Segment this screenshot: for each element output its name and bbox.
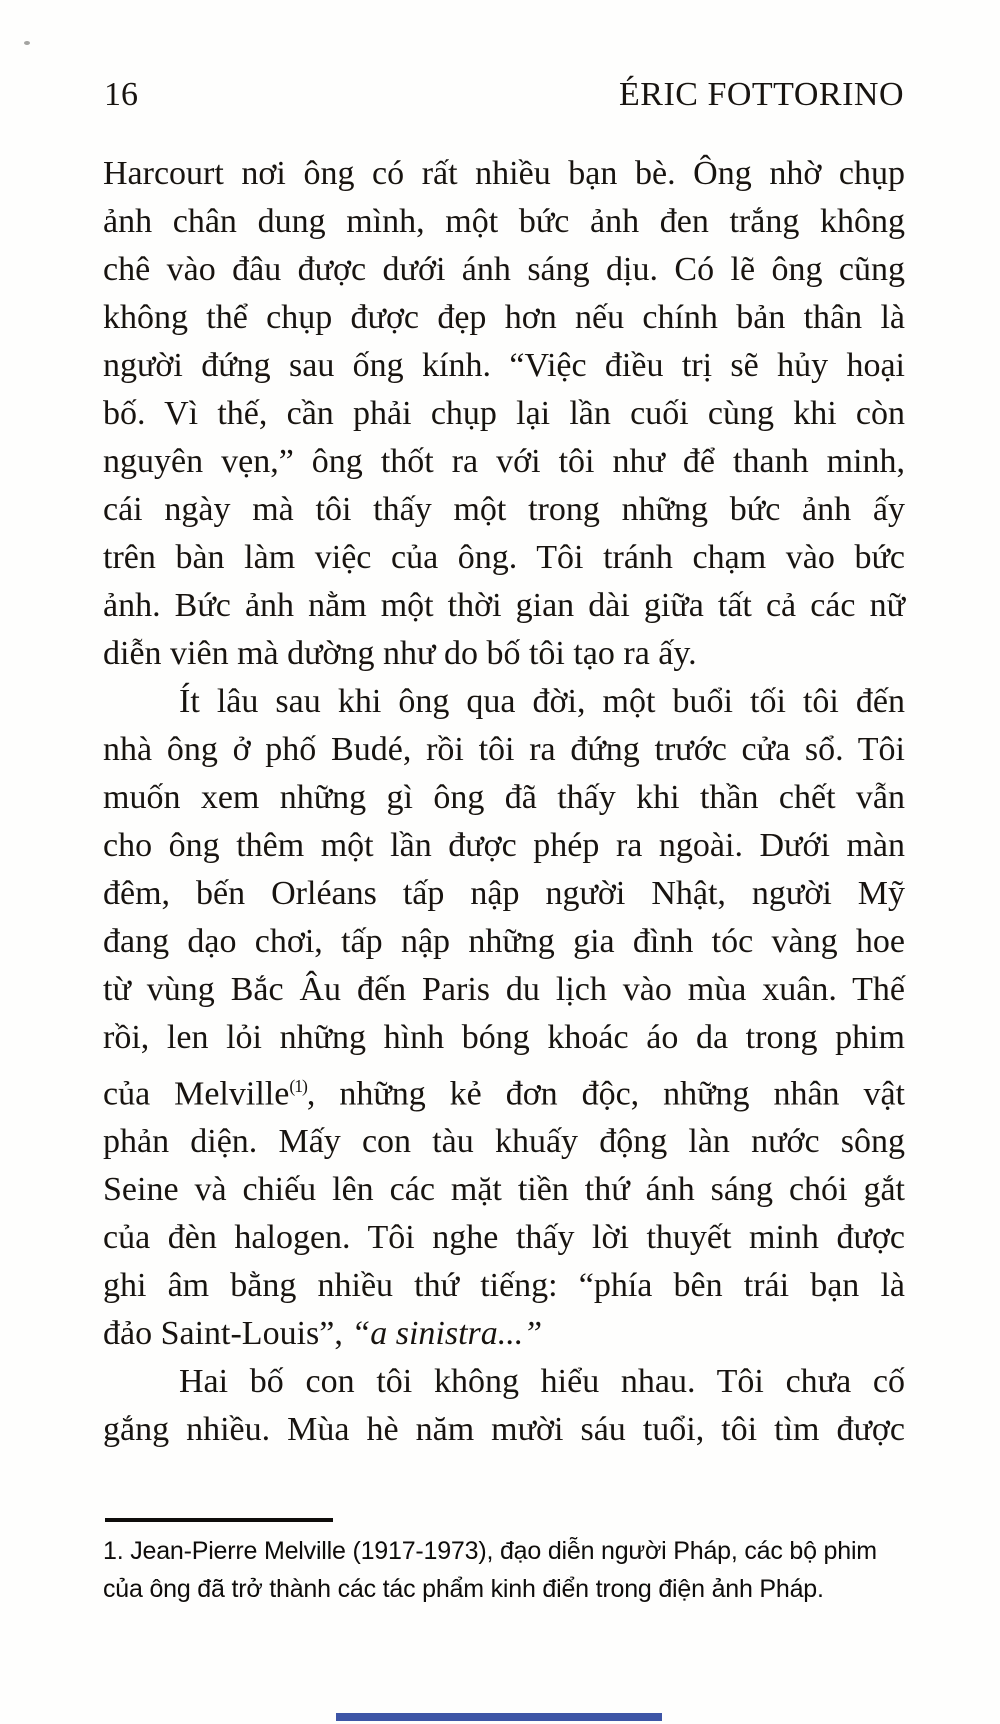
text-line (103, 390, 905, 438)
text-segment: nhà ông ở phố Budé, rồi tôi ra đứng trước cửa sổ. Tôi (103, 731, 905, 768)
text-line (103, 870, 905, 918)
text-segment: không thể chụp được đẹp hơn nếu chính bản thân là (103, 299, 905, 336)
text-line (103, 1406, 905, 1454)
text-line (103, 918, 905, 966)
footnote-line: 1. Jean-Pierre Melville (1917-1973), đạo diễn người Pháp, các bộ phim (103, 1537, 877, 1565)
text-line (103, 294, 905, 342)
text-segment: rồi, len lỏi những hình bóng khoác áo da trong phim (103, 1019, 905, 1056)
text-line (103, 534, 905, 582)
text-segment: nguyên vẹn,” ông thốt ra với tôi như để thanh minh, (103, 443, 905, 480)
text-segment: cái ngày mà tôi thấy một trong những bức ảnh ấy (103, 491, 905, 528)
text-line (103, 246, 905, 294)
text-segment: ảnh chân dung mình, một bức ảnh đen trắng không (103, 203, 905, 240)
text-segment: từ vùng Bắc Âu đến Paris du lịch vào mùa xuân. Thế (103, 971, 905, 1008)
text-segment: Seine và chiếu lên các mặt tiền thứ ánh sáng chói gắt (103, 1171, 905, 1209)
text-line (103, 726, 905, 774)
text-segment: bố. Vì thế, cần phải chụp lại lần cuối cùng khi còn (103, 395, 905, 432)
text-line (103, 1358, 905, 1406)
text-line (103, 1014, 905, 1062)
text-segment: của Melville (103, 1075, 290, 1113)
text-segment: trên bàn làm việc của ông. Tôi tránh chạm vào bức (103, 539, 905, 576)
text-segment: , những kẻ đơn độc, những nhân vật (306, 1075, 905, 1113)
footnote-separator-rule (105, 1518, 333, 1522)
text-line (103, 630, 905, 678)
text-line (103, 150, 905, 198)
text-line (103, 822, 905, 870)
paragraph (103, 678, 905, 1358)
text-segment: ghi âm bằng nhiều thứ tiếng: “phía bên trái bạn là (103, 1267, 905, 1305)
text-segment: của đèn halogen. Tôi nghe thấy lời thuyết minh được (103, 1219, 905, 1257)
text-segment: muốn xem những gì ông đã thấy khi thần chết vẫn (103, 779, 905, 816)
text-segment: người đứng sau ống kính. “Việc điều trị sẽ hủy hoại (103, 347, 905, 384)
footnote (103, 1532, 918, 1608)
body-text (103, 150, 905, 1454)
text-segment: chê vào đâu được dưới ánh sáng dịu. Có lẽ ông cũng (103, 251, 905, 288)
paragraph (103, 150, 905, 678)
running-title: ÉRIC FOTTORINO (619, 76, 904, 113)
text-segment: đảo Saint-Louis”, (103, 1315, 352, 1353)
text-segment: đang dạo chơi, tấp nập những gia đình tóc vàng hoe (103, 923, 905, 960)
text-line (103, 678, 905, 726)
text-line (103, 774, 905, 822)
scan-speck-artifact (24, 41, 30, 45)
text-segment: phản diện. Mấy con tàu khuấy động làn nước sông (103, 1123, 905, 1161)
text-line (103, 1118, 905, 1166)
text-segment: Hai bố con tôi không hiểu nhau. Tôi chưa cố (179, 1363, 905, 1401)
text-line (103, 198, 905, 246)
text-segment: cho ông thêm một lần được phép ra ngoài. Dưới màn (103, 827, 905, 864)
italic-phrase: “a sinistra...” (351, 1315, 543, 1353)
footnote-reference-marker: (1) (289, 1076, 307, 1096)
text-line (103, 438, 905, 486)
text-segment: đêm, bến Orléans tấp nập người Nhật, người Mỹ (103, 875, 905, 912)
text-line (103, 1214, 905, 1262)
text-line (103, 1310, 905, 1358)
scan-artifact-blue-bar (336, 1713, 662, 1721)
text-segment: Ít lâu sau khi ông qua đời, một buổi tối tôi đến (179, 683, 905, 720)
text-line (103, 486, 905, 534)
text-segment: ảnh. Bức ảnh nằm một thời gian dài giữa tất cả các nữ (103, 587, 905, 624)
text-line (103, 342, 905, 390)
text-segment: gắng nhiều. Mùa hè năm mười sáu tuổi, tôi tìm được (103, 1411, 905, 1449)
text-line (103, 966, 905, 1014)
page-number: 16 (104, 76, 138, 113)
page-header (104, 76, 904, 114)
text-line (103, 1166, 905, 1214)
text-segment: diễn viên mà dường như do bố tôi tạo ra ấy. (103, 635, 697, 672)
paragraph (103, 1358, 905, 1454)
text-line (103, 1262, 905, 1310)
footnote-line: của ông đã trở thành các tác phẩm kinh điển trong điện ảnh Pháp. (103, 1575, 824, 1603)
text-segment: Harcourt nơi ông có rất nhiều bạn bè. Ông nhờ chụp (103, 155, 905, 192)
text-line (103, 1062, 905, 1118)
text-line (103, 582, 905, 630)
